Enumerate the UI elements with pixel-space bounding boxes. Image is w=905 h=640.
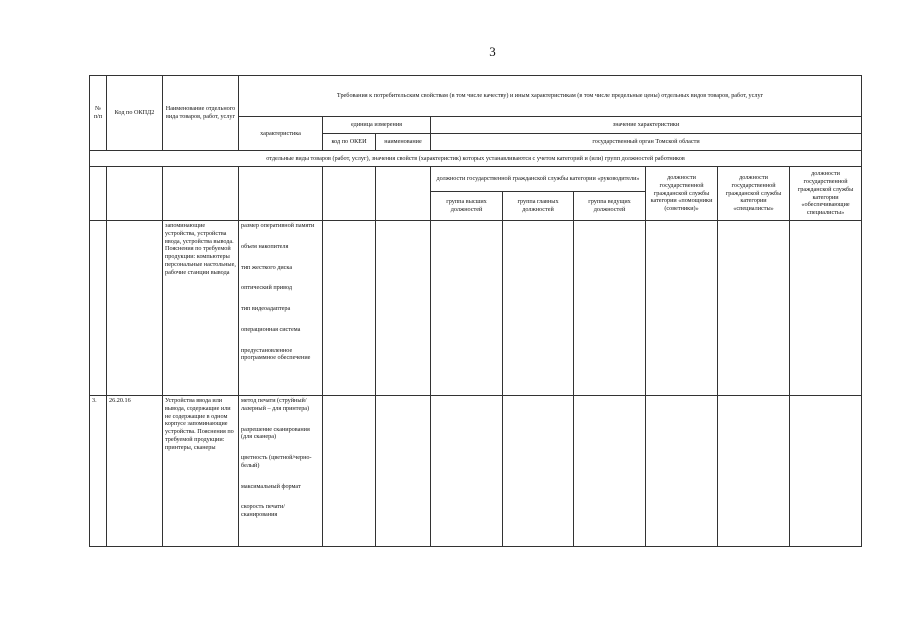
characteristic-item: операционная система	[241, 325, 301, 333]
row-num: 3.	[90, 396, 107, 547]
empty-cell	[239, 167, 323, 221]
row-okpd: 26.20.16	[107, 396, 163, 547]
header-okei: код по ОКЕИ	[323, 134, 376, 151]
empty-cell	[107, 167, 163, 221]
header-unit: единица измерения	[323, 117, 431, 134]
characteristic-item: размер оперативной памяти	[241, 222, 315, 229]
group-main: группа главных должностей	[503, 192, 574, 221]
table-row	[90, 221, 862, 396]
row-num	[90, 221, 107, 396]
row-okpd	[107, 221, 163, 396]
empty-cell	[431, 396, 503, 547]
header-name: Наименование отдельного вида товаров, работ, услуг	[163, 76, 239, 151]
empty-cell	[790, 396, 862, 547]
table-row	[90, 396, 862, 547]
empty-cell	[503, 221, 574, 396]
characteristic-item: разрешение сканирования (для сканера)	[241, 425, 310, 441]
empty-cell	[718, 221, 790, 396]
span-row: отдельные виды товаров (работ, услуг), значения свойств (характеристик) которых устанавливаются с учетом категорий и (или) групп должностей работников	[90, 151, 862, 167]
category-support: должности государственной гражданской службы категории «обеспечивающие специалисты»	[790, 167, 862, 221]
empty-cell	[90, 167, 107, 221]
empty-cell	[323, 221, 376, 396]
empty-cell	[323, 396, 376, 547]
header-value: значение характеристики	[431, 117, 862, 134]
empty-cell	[503, 396, 574, 547]
row-characteristics	[239, 396, 323, 547]
empty-cell	[646, 396, 718, 547]
empty-cell	[376, 221, 431, 396]
empty-cell	[431, 221, 503, 396]
characteristic-item: метод печати (струйный/лазерный – для принтера)	[241, 397, 310, 412]
empty-cell	[574, 396, 646, 547]
empty-cell	[646, 221, 718, 396]
category-advisers: должности государственной гражданской службы категории «помощники (советники)»	[646, 167, 718, 221]
characteristic-item: предустановленное программное обеспечение	[241, 346, 311, 362]
characteristic-item: тип видеоадаптера	[241, 305, 291, 312]
group-leading: группа ведущих должностей	[574, 192, 646, 221]
header-requirements: Требования к потребительским свойствам (в том числе качеству) и иным характеристикам (в том числе предельные цены) отдельных видов товаров, работ, услуг	[239, 76, 862, 117]
header-unit-name: наименование	[376, 134, 431, 151]
header-organ: государственный орган Томской области	[431, 134, 862, 151]
empty-cell	[718, 396, 790, 547]
characteristic-item: объем накопителя	[241, 242, 289, 250]
empty-cell	[574, 221, 646, 396]
row-name: запоминающие устройства, устройства ввода, устройства вывода. Пояснения по требуемой продукции: компьютеры персональные настольные, рабочие станции вывода	[163, 221, 239, 396]
empty-cell	[323, 167, 376, 221]
category-leaders: должности государственной гражданской службы категории «руководители»	[431, 167, 646, 192]
header-okpd: Код по ОКПД2	[107, 76, 163, 151]
header-characteristic: характеристика	[239, 117, 323, 151]
page-number: 3	[489, 44, 496, 59]
empty-cell	[376, 396, 431, 547]
characteristic-item: тип жесткого диска	[241, 263, 293, 271]
characteristic-item: максимальный формат	[241, 482, 301, 490]
header-num: № п/п	[90, 76, 107, 151]
group-higher: группа высших должностей	[431, 192, 503, 221]
row-characteristics	[239, 221, 323, 396]
empty-cell	[163, 167, 239, 221]
characteristic-item: оптический привод	[241, 284, 293, 292]
requirements-table	[89, 75, 862, 547]
characteristic-item: скорость печати/сканирования	[241, 503, 286, 518]
characteristic-item: цветность (цветной/черно-белый)	[241, 454, 312, 469]
empty-cell	[790, 221, 862, 396]
category-specialists: должности государственной гражданской службы категории «специалисты»	[718, 167, 790, 221]
row-name: Устройства ввода или вывода, содержащие или не содержащие в одном корпусе запоминающие устройства. Пояснения по требуемой продукции: принтеры, сканеры	[163, 396, 239, 547]
empty-cell	[376, 167, 431, 221]
